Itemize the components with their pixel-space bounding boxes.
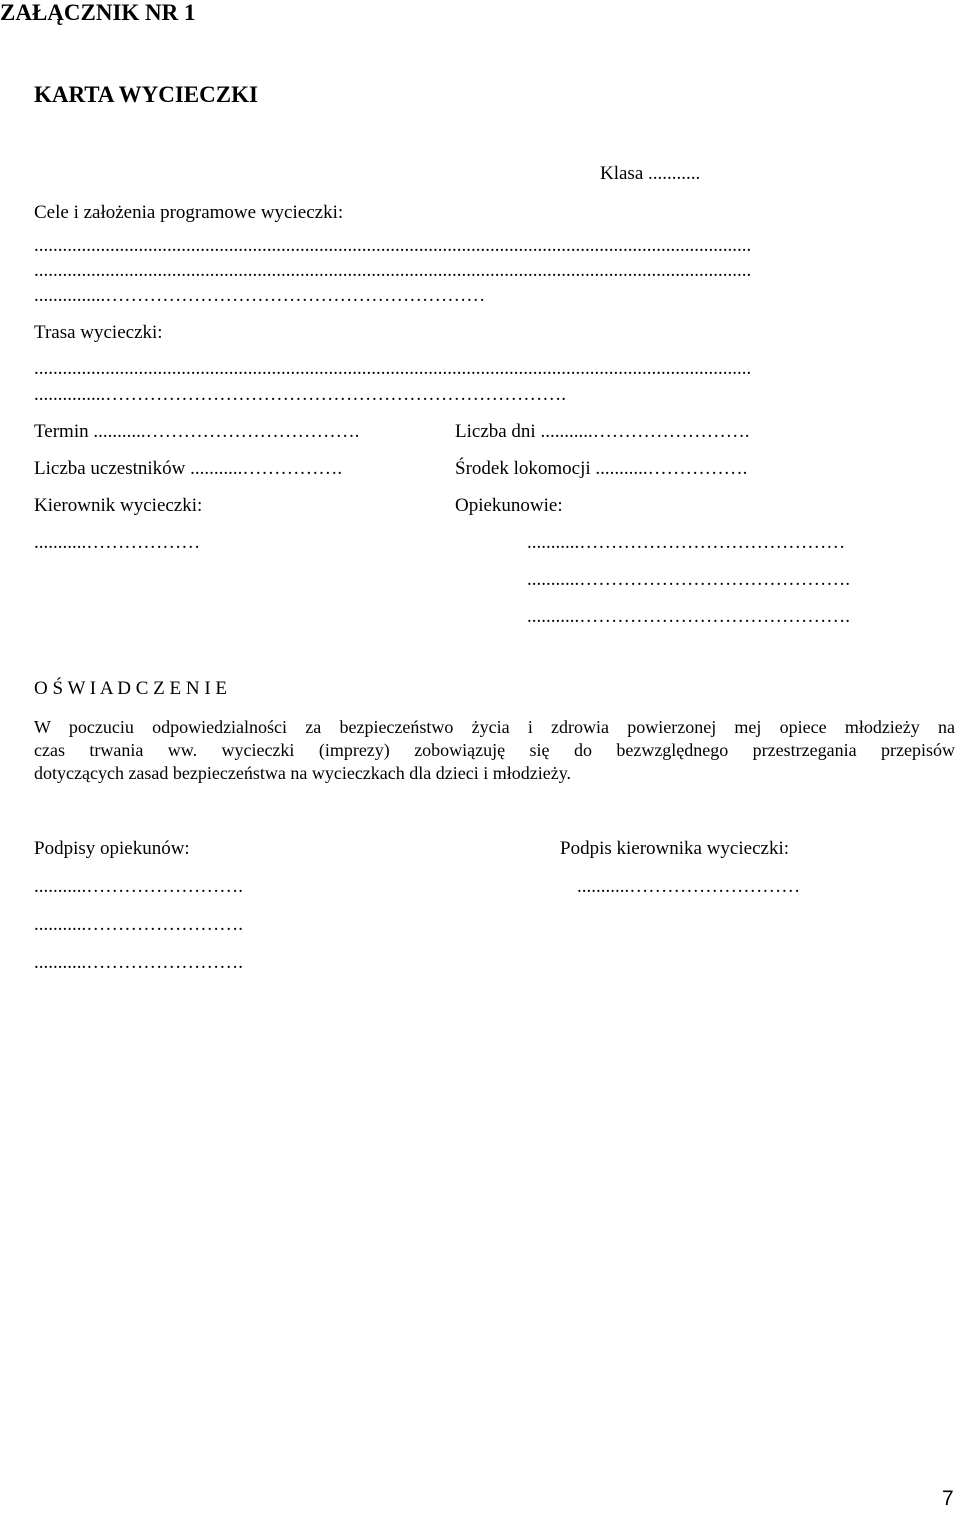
class-field: Klasa ........... (600, 163, 701, 184)
goals-line-3: ...............…………………………………………………… (34, 285, 486, 306)
guardian-signature-line-1: ...........……………………. (34, 876, 243, 897)
route-line-1: ....................................................................................................................................................... (34, 358, 752, 379)
route-line-2: ...............………………………………………………………………. (34, 384, 566, 405)
leader-label: Kierownik wycieczki: (34, 495, 203, 516)
route-label: Trasa wycieczki: (34, 322, 163, 343)
statement-line-3: dotyczących zasad bezpieczeństwa na wycieczkach dla dzieci i młodzieży. (34, 763, 572, 783)
guardians-label: Opiekunowie: (455, 495, 563, 516)
goals-line-2: ....................................................................................................................................................... (34, 260, 752, 281)
document-title: KARTA WYCIECZKI (34, 82, 258, 107)
guardian-signature-line-2: ...........……………………. (34, 914, 243, 935)
guardian-line-2: ...........……………………………………. (527, 569, 850, 590)
guardian-line-3: ...........……………………………………. (527, 606, 850, 627)
guardian-line-1: ...........…………………………………… (527, 532, 846, 553)
annex-heading: ZAŁĄCZNIK NR 1 (0, 0, 196, 25)
page-number: 7 (942, 1487, 954, 1510)
statement-paragraph (34, 716, 955, 785)
statement-line-2: czas trwania ww. wycieczki (imprezy) zobowiązuję się do bezwzględnego przestrzegania przepisów (34, 740, 955, 760)
leader-line: ...........……………… (34, 532, 201, 553)
goals-label: Cele i założenia programowe wycieczki: (34, 202, 344, 223)
days-field: Liczba dni ...........……………………. (455, 421, 750, 442)
leader-signature-label: Podpis kierownika wycieczki: (560, 838, 790, 859)
leader-signature-line: ...........……………………… (577, 876, 801, 897)
goals-line-1: ....................................................................................................................................................... (34, 235, 752, 256)
participants-field: Liczba uczestników ...........……………. (34, 458, 343, 479)
guardian-signature-line-3: ...........……………………. (34, 952, 243, 973)
transport-field: Środek lokomocji ...........……………. (455, 458, 748, 479)
statement-line-1: W poczuciu odpowiedzialności za bezpieczeństwo życia i zdrowia powierzonej mej opiece młodzieży na (34, 717, 955, 737)
date-field: Termin ...........……………………………. (34, 421, 360, 442)
statement-heading: O Ś W I A D C Z E N I E (34, 678, 227, 699)
guardians-signature-label: Podpisy opiekunów: (34, 838, 190, 859)
